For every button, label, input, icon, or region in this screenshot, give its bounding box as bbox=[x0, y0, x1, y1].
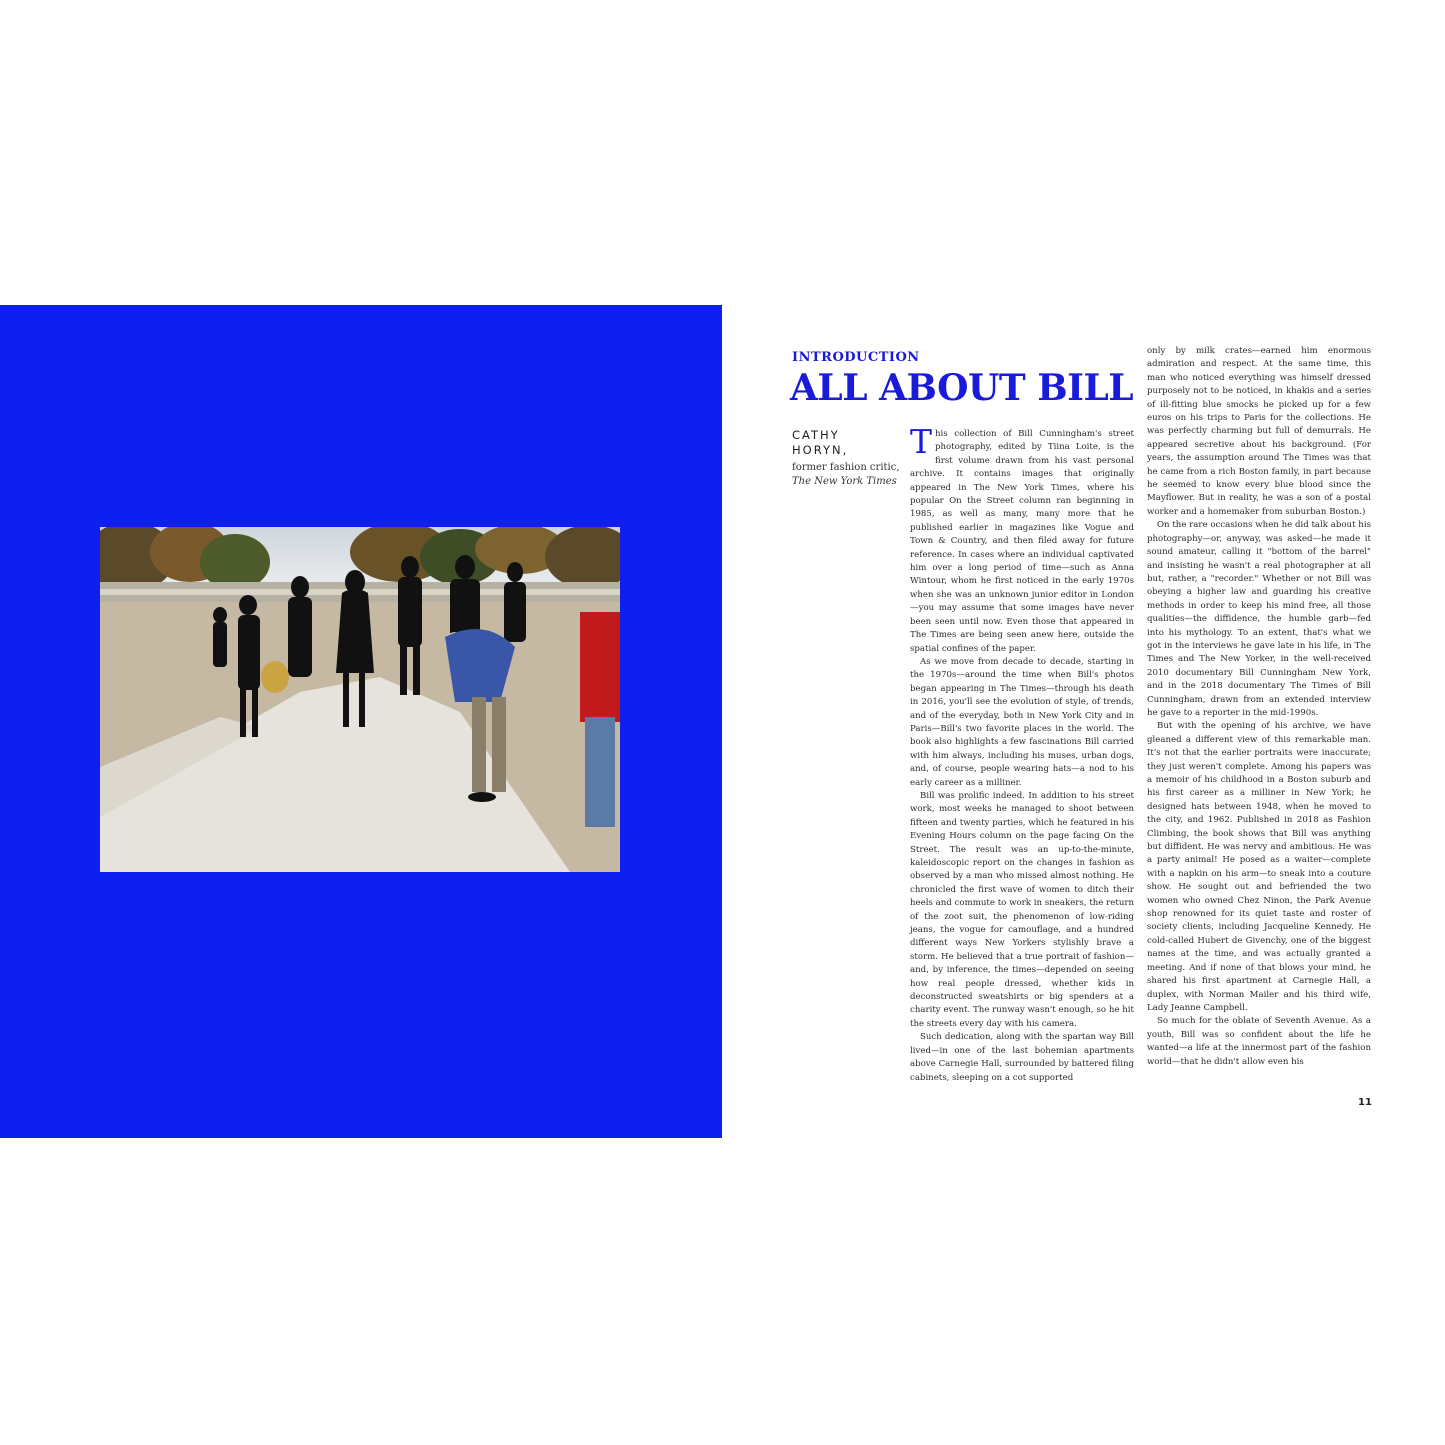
paragraph: Such dedication, along with the spartan way Bill lived—in one of the last bohemian apartments above Carnegie Hall, surrounded by battered filing cabinets, sleeping on a cot supported bbox=[910, 1032, 1134, 1083]
text-column-2 bbox=[1147, 345, 1371, 1069]
paragraph: As we move from decade to decade, starting in the 1970s—around the time when Bill's photos began appearing in The Times—through his death in 2016, you'll see the evolution of style, of trends, and of the everyday, both in New York City and in Paris—Bill's two favorite places in the world. The book also highlights a few fascinations Bill carried with him always, including his muses, urban dogs, and, of course, people wearing hats—a nod to his early career as a milliner. bbox=[910, 656, 1134, 788]
paragraph-text: his collection of Bill Cunningham's street photography, edited by Tiina Loite, is the first volume drawn from his vast personal archive. It contains images that originally appeared in The New York Times, where his popular On the Street column ran beginning in 1985, as well as many, many more that he published earlier in magazines like Vogue and Town & Country, and then filed away for future reference. In cases where an individual captivated him over a long period of time—such as Anna Wintour, whom he first noticed in the early 1970s when she was an unknown junior editor in London—you may assume that some images have never been seen until now. Even those that appeared in The Times are being seen anew here, outside the spatial confines of the paper. bbox=[910, 429, 1134, 654]
text-column-1 bbox=[910, 422, 1134, 1085]
section-kicker: INTRODUCTION bbox=[792, 350, 920, 365]
street-photo-image bbox=[100, 527, 620, 872]
paragraph: only by milk crates—earned him enormous admiration and respect. At the same time, this man who noticed everything was himself dressed purposely not to be noticed, in khakis and a series of ill-fitting blue smocks he picked up for a few euros on his trips to Paris for the collections. He was perfectly charming but full of demurrals. He appeared secretive about his background. (For years, the assumption around The Times was that he came from a rich Boston family, in part because he seemed to know every blue blood since the Mayflower. But in reality, he was a son of a postal worker and a homemaker from suburban Boston.) bbox=[1147, 346, 1371, 517]
drop-cap: T bbox=[910, 422, 933, 461]
paragraph bbox=[910, 422, 1134, 656]
paragraph: But with the opening of his archive, we have gleaned a different view of this remarkable man. It's not that the earlier portraits were inaccurate; they just weren't complete. Among his papers was a memoir of his childhood in a Boston suburb and his first career as a milliner in New York; he designed hats between 1948, when he moved to the city, and 1962. Published in 2018 as Fashion Climbing, the book shows that Bill was anything but diffident. He was nervy and ambitious. He was a party animal! He posed as a waiter—complete with a napkin on his arm—to sneak into a couture show. He sought out and befriended the two women who owned Chez Ninon, the Park Avenue shop renowned for its quiet taste and roster of society clients, including Jacqueline Kennedy. He cold-called Hubert de Givenchy, one of the biggest names at the time, and was actually granted a meeting. And if none of that blows your mind, he shared his first apartment at Carnegie Hall, a duplex, with Norman Mailer and his third wife, Lady Jeanne Campbell. bbox=[1147, 721, 1371, 1013]
author-role-line1: former fashion critic, bbox=[792, 462, 900, 473]
page-number: 11 bbox=[1358, 1097, 1372, 1108]
author-name-line2: HORYN, bbox=[792, 443, 849, 457]
author-role bbox=[792, 461, 904, 489]
paragraph: On the rare occasions when he did talk about his photography—or, anyway, was asked—he made it sound amateur, calling it "bottom of the barrel" and insisting he wasn't a real photographer at all but, rather, a "recorder." Whether or not Bill was obeying a higher law and guarding his creative methods in order to keep his mind free, all those qualities—the diffidence, the humble garb—fed into his mythology. To an extent, that's what we got in the interviews he gave late in his life, in The Times and The New Yorker, in the well-received 2010 documentary Bill Cunningham New York, and in the 2018 documentary The Times of Bill Cunningham, drawn from an extended interview he gave to a reporter in the mid-1990s. bbox=[1147, 520, 1371, 718]
byline bbox=[792, 428, 904, 489]
author-name-line1: CATHY bbox=[792, 428, 840, 442]
paragraph: Bill was prolific indeed. In addition to his street work, most weeks he managed to shoot between fifteen and twenty parties, which he featured in his Evening Hours column on the page facing On the Street. The result was an up-to-the-minute, kaleidoscopic report on the changes in fashion as observed by a man who missed almost nothing. He chronicled the first wave of women to ditch their heels and commute to work in sneakers, the return of the zoot suit, the phenomenon of low-riding jeans, the vogue for camouflage, and a hundred different ways New Yorkers stylishly brave a storm. He believed that a true portrait of fashion—and, by inference, the times—depended on seeing how real people dressed, whether kids in deconstructed sweatshirts or big spenders at a charity event. The runway wasn't enough, so he hit the streets every day with his camera. bbox=[910, 790, 1134, 1029]
paragraph: So much for the oblate of Seventh Avenue. As a youth, Bill was so confident about the life he wanted—a life at the innermost part of the fashion world—that he didn't allow even his bbox=[1147, 1016, 1371, 1067]
article-headline: ALL ABOUT BILL bbox=[790, 367, 1134, 409]
blue-color-panel bbox=[0, 305, 722, 1138]
author-role-line2: The New York Times bbox=[792, 476, 897, 487]
